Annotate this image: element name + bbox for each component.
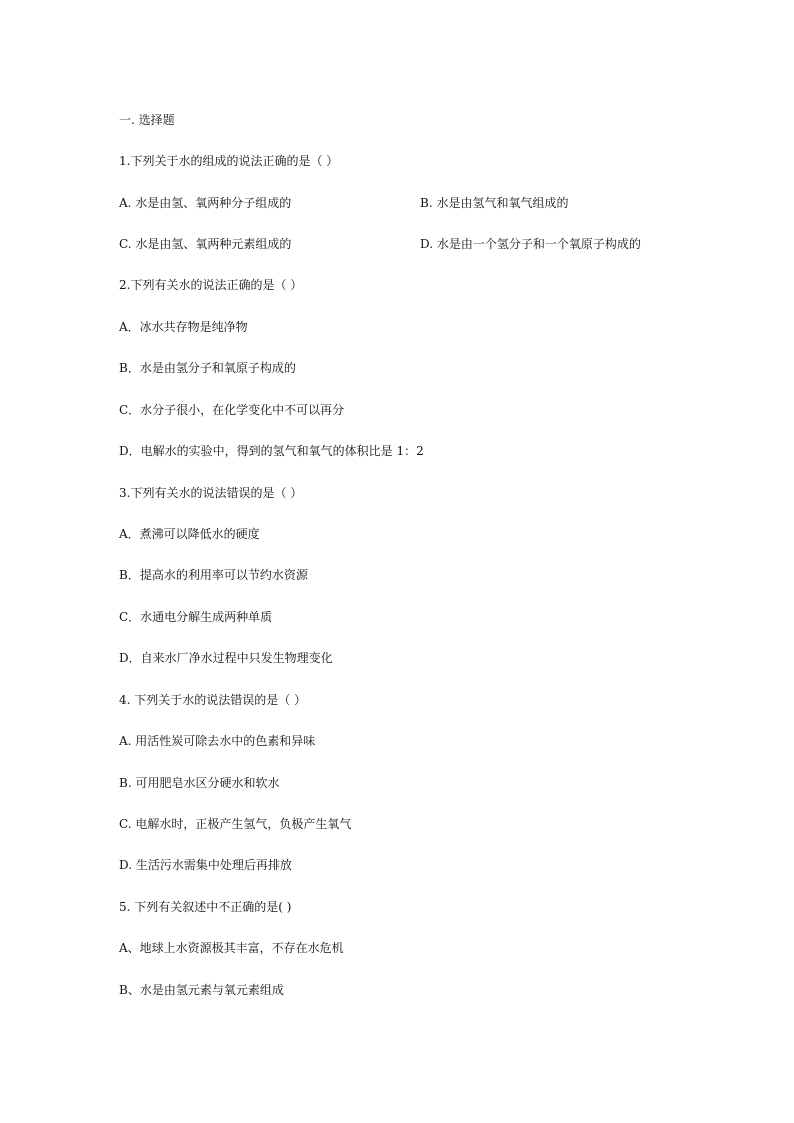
question-3-stem: 3.下列有关水的说法错误的是（ ） <box>119 486 303 500</box>
question-4-option-b: B. 可用肥皂水区分硬水和软水 <box>119 776 280 790</box>
question-2-stem: 2.下列有关水的说法正确的是（ ） <box>119 278 303 292</box>
question-4-option-c: C. 电解水时，正极产生氢气，负极产生氧气 <box>119 817 352 831</box>
question-3-option-b: B．提高水的利用率可以节约水资源 <box>119 568 308 582</box>
question-4-option-d: D. 生活污水需集中处理后再排放 <box>119 858 292 872</box>
question-4-option-a: A. 用活性炭可除去水中的色素和异味 <box>119 734 316 748</box>
question-1-option-b: B. 水是由氢气和氧气组成的 <box>420 196 569 210</box>
question-1-stem: 1.下列关于水的组成的说法正确的是（ ） <box>119 154 339 168</box>
question-1-option-c: C. 水是由氢、氧两种元素组成的 <box>119 237 292 251</box>
question-1-option-a: A. 水是由氢、氧两种分子组成的 <box>119 196 292 210</box>
question-2-option-c: C．水分子很小，在化学变化中不可以再分 <box>119 403 345 417</box>
question-3-option-c: C．水通电分解生成两种单质 <box>119 610 273 624</box>
question-3-option-d: D．自来水厂净水过程中只发生物理变化 <box>119 651 333 665</box>
question-3-option-a: A．煮沸可以降低水的硬度 <box>119 527 260 541</box>
question-5-option-b: B、水是由氢元素与氧元素组成 <box>119 983 284 997</box>
question-2-option-a: A．冰水共存物是纯净物 <box>119 320 248 334</box>
question-4-stem: 4. 下列关于水的说法错误的是（ ） <box>119 693 307 707</box>
question-5-option-a: A、地球上水资源极其丰富，不存在水危机 <box>119 941 344 955</box>
question-2-option-b: B．水是由氢分子和氧原子构成的 <box>119 361 296 375</box>
section-title: 一. 选择题 <box>119 113 175 127</box>
question-5-stem: 5. 下列有关叙述中不正确的是( ) <box>119 900 292 914</box>
question-1-option-d: D. 水是由一个氢分子和一个氧原子构成的 <box>420 237 641 251</box>
question-2-option-d: D．电解水的实验中，得到的氢气和氧气的体积比是 1：2 <box>119 444 424 458</box>
